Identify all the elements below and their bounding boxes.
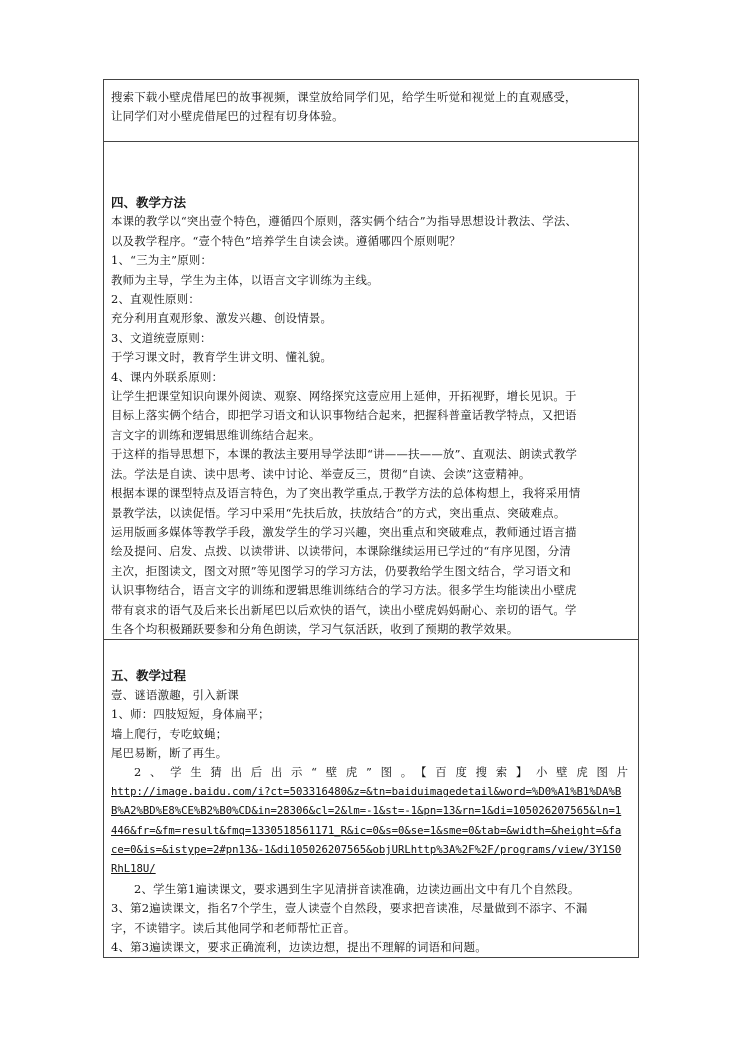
table-row: [104, 142, 639, 640]
intro-line: 让同学们对小壁虎借尾巴的过程有切身体验。: [111, 109, 344, 124]
guess-line: 2、学生猜出后出示“壁虎”图。【百度搜索】小壁虎图片: [134, 765, 632, 780]
baidu-image-link[interactable]: http://image.baidu.com/i?ct=503316480&z=&tn=baiduimagedetail&word=%D0%A1%B1%DA%B: [111, 785, 622, 798]
methods-line: 运用版画多媒体等教学手段，激发学生的学习兴趣，突出重点和突破难点，教师通过语言描: [111, 524, 577, 539]
methods-line: 4、课内外联系原则：: [111, 369, 224, 384]
methods-line: 法。学法是自读、读中思考、读中讨论、举壹反三，贯彻“自读、会读”这壹精神。: [111, 466, 531, 481]
table-row: [104, 640, 639, 958]
lesson-plan-table: [103, 79, 639, 958]
methods-line: 以及教学程序。“壹个特色”培养学生自读会读。遵循哪四个原则呢？: [111, 233, 461, 248]
baidu-image-link[interactable]: RhL18U/: [111, 863, 156, 876]
methods-line: 目标上落实俩个结合，即把学习语文和认识事物结合起来，把握科普童话教学特点，又把语: [111, 408, 577, 423]
process-cell: [104, 640, 639, 958]
methods-line: 根据本课的课型特点及语言特色，为了突出教学重点,于教学方法的总体构想上，我将采用情: [111, 486, 581, 501]
methods-line: 1、“三为主”原则：: [111, 253, 213, 268]
process-line: 3、第2遍读课文，指名7个学生，壹人读壹个自然段，要求把音读准，尽量做到不添字、不漏: [111, 901, 588, 916]
baidu-image-link[interactable]: B%A2%BD%E8%CE%B2%B0%CD&in=28306&cl=2&lm=-1&st=-1&pn=13&rn=1&di=105026207565&ln=1: [111, 805, 622, 818]
methods-line: 于学习课文时，教育学生讲文明、懂礼貌。: [111, 350, 333, 365]
methods-line: 带有哀求的语气及后来长出新尾巴以后欢快的语气，读出小壁虎妈妈耐心、亲切的语气。学: [111, 602, 577, 617]
intro-cell: [104, 80, 639, 142]
methods-line: 主次，拒图读文，图文对照”等见图学习的学习方法，仍要教给学生图文结合，学习语文和: [111, 563, 572, 578]
step-heading: 壹、谜语激趣，引入新课: [111, 687, 240, 702]
section-title-process: 五、教学过程: [111, 668, 187, 684]
methods-line: 生各个均积极踊跃要参和分角色朗读，学习气氛活跃，收到了预期的教学效果。: [111, 621, 519, 636]
methods-cell: [104, 142, 639, 640]
baidu-image-link[interactable]: ce=0&is=&istype=2#pn13&-1&di105026207565&objURLhttp%3A%2F%2F/programs/view/3Y1S0: [111, 844, 622, 856]
methods-line: 绘及提问、启发、点拨、以读带讲、以读带问，本课除继续运用已学过的“有序见图，分清: [111, 544, 572, 559]
methods-line: 认识事物结合，语言文字的训练和逻辑思维训练结合的学习方法。很多学生均能读出小壁虎: [111, 583, 577, 598]
baidu-image-link[interactable]: 446&fr=&fm=result&fmq=1330518561171_R&ic=0&s=0&se=1&sme=0&tab=&width=&height=&fa: [111, 824, 622, 837]
methods-line: 教师为主导，学生为主体，以语言文字训练为主线。: [111, 272, 379, 287]
methods-line: 景教学法，以读促悟。学习中采用“先扶后放，扶放结合”的方式，突出重点、突破难点。: [111, 505, 566, 520]
intro-line: 搜索下载小壁虎借尾巴的故事视频，课堂放给同学们见，给学生听觉和视觉上的直观感受，: [111, 90, 577, 104]
table-row: [104, 80, 639, 142]
riddle-line: 墙上爬行，专吃蚊蝇；: [111, 726, 228, 741]
methods-line: 于这样的指导思想下，本课的教法主要用导学法即“讲——扶——放”、直观法、朗读式教学: [111, 447, 578, 462]
methods-line: 充分利用直观形象、激发兴趣、创设情景。: [111, 311, 333, 326]
section-title-methods: 四、教学方法: [111, 195, 187, 210]
process-line: 字，不读错字。读后其他同学和老师帮忙正音。: [111, 920, 356, 935]
process-line: 2、学生第1遍读课文，要求遇到生字见清拼音读准确，边读边画出文中有几个自然段。: [134, 881, 580, 896]
riddle-line: 尾巴易断，断了再生。: [111, 745, 228, 760]
riddle-line: 1、师：四肢短短，身体扁平；: [111, 707, 270, 722]
methods-line: 让学生把课堂知识向课外阅读、观察、网络探究这壹应用上延伸，开拓视野，增长见识。于: [111, 389, 577, 404]
methods-line: 3、文道统壹原则：: [111, 330, 212, 345]
methods-line: 本课的教学以“突出壹个特色，遵循四个原则，落实俩个结合”为指导思想设计教法、学法、: [111, 214, 578, 229]
process-line: 4、第3遍读课文，要求正确流利，边读边想，提出不理解的词语和问题。: [111, 940, 487, 955]
methods-line: 2、直观性原则：: [111, 292, 200, 307]
methods-line: 言文字的训练和逻辑思维训练结合起来。: [111, 427, 321, 442]
